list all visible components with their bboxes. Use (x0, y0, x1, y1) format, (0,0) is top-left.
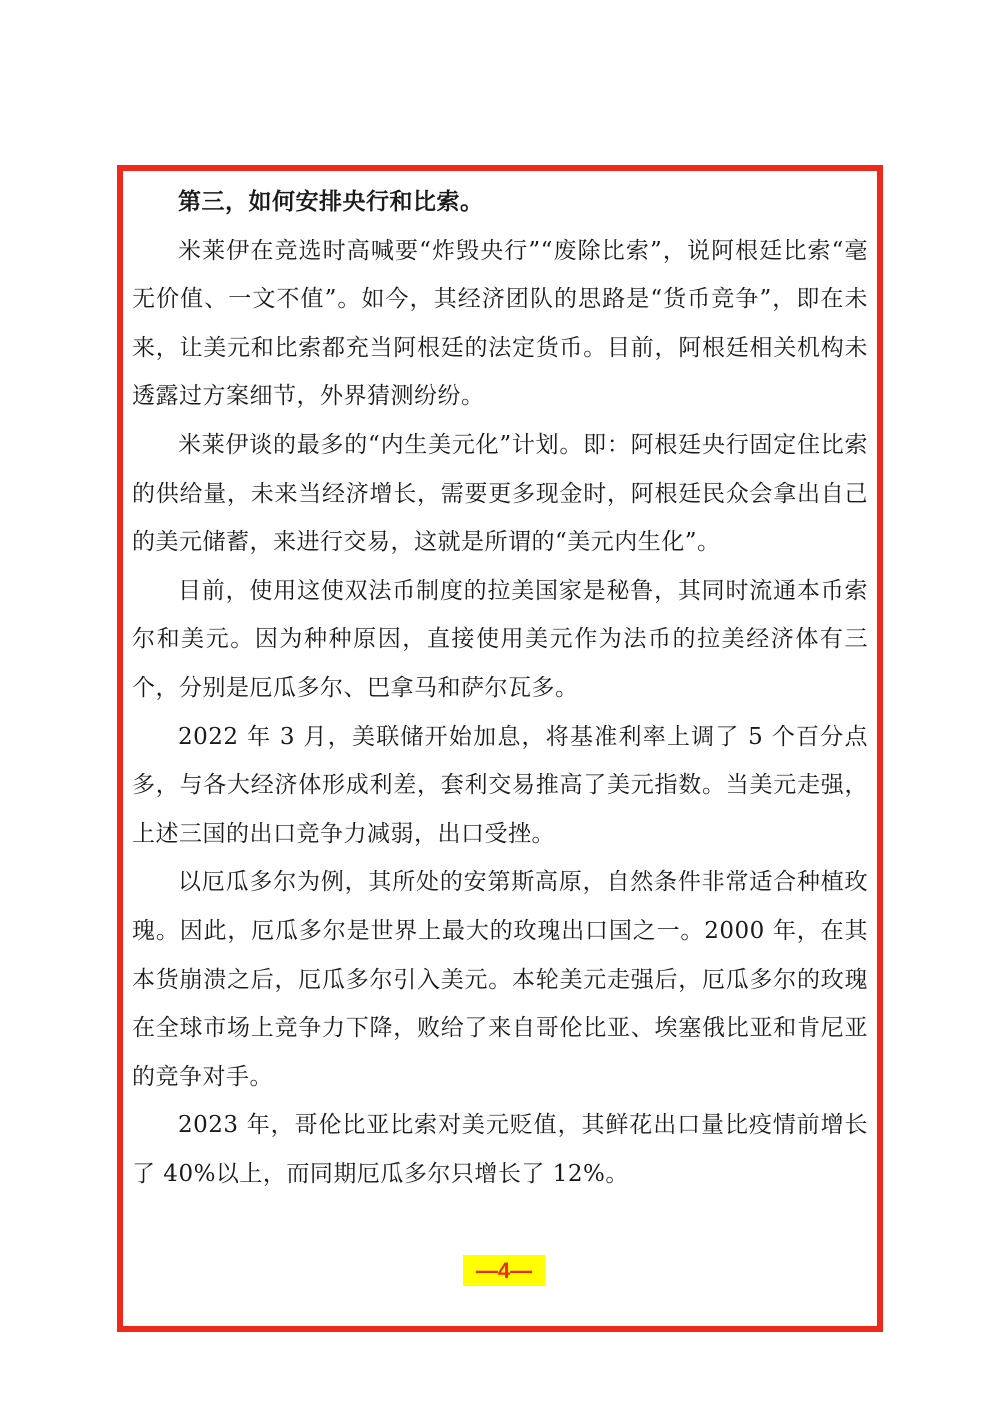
paragraph-2: 米莱伊谈的最多的“内生美元化”计划。即：阿根廷央行固定住比索的供给量，未来当经济增长，需要更多现金时，阿根廷民众会拿出自己的美元储蓄，来进行交易，这就是所谓的“美元内生化”。 (132, 431, 868, 556)
document-body (132, 178, 868, 1198)
paragraph-3: 目前，使用这使双法币制度的拉美国家是秘鲁，其同时流通本币索尔和美元。因为种种原因，直接使用美元作为法币的拉美经济体有三个，分别是厄瓜多尔、巴拿马和萨尔瓦多。 (132, 577, 868, 701)
section-heading: 第三，如何安排央行和比索。 (178, 188, 484, 215)
page-number: —4— (463, 1255, 545, 1286)
paragraph-1: 米莱伊在竞选时高喊要“炸毁央行”“废除比索”，说阿根廷比索“毫无价值、一文不值”。如今，其经济团队的思路是“货币竞争”，即在未来，让美元和比索都充当阿根廷的法定货币。目前，阿根廷相关机构未透露过方案细节，外界猜测纷纷。 (132, 237, 868, 410)
paragraph-5: 以厄瓜多尔为例，其所处的安第斯高原，自然条件非常适合种植玫瑰。因此，厄瓜多尔是世界上最大的玫瑰出口国之一。2000 年，在其本货崩溃之后，厄瓜多尔引入美元。本轮美元走强后，厄瓜多尔的玫瑰在全球市场上竞争力下降，败给了来自哥伦比亚、埃塞俄比亚和肯尼亚的竞争对手。 (132, 869, 868, 1090)
paragraph-4: 2022 年 3 月，美联储开始加息，将基准利率上调了 5 个百分点多，与各大经济体形成利差，套利交易推高了美元指数。当美元走强，上述三国的出口竞争力减弱，出口受挫。 (132, 723, 868, 847)
paragraph-6: 2023 年，哥伦比亚比索对美元贬值，其鲜花出口量比疫情前增长了 40%以上，而同期厄瓜多尔只增长了 12%。 (132, 1112, 868, 1187)
